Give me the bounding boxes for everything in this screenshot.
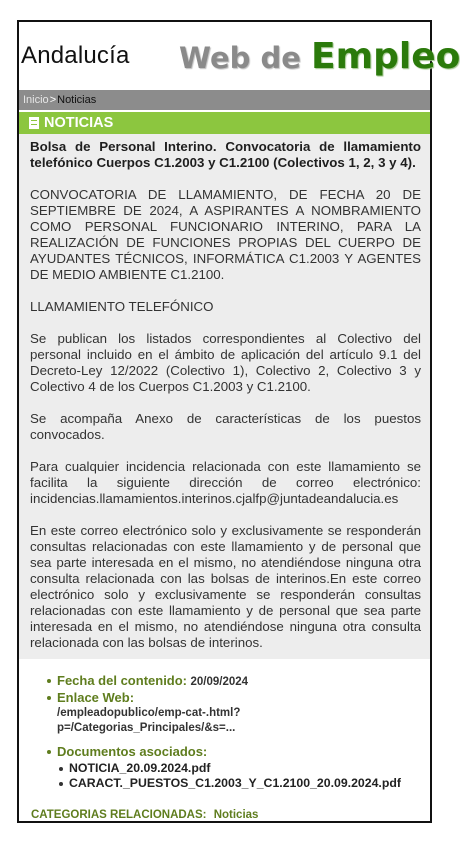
article-paragraph: LLAMAMIENTO TELEFÓNICO [30,299,214,314]
breadcrumb-home-link[interactable]: Inicio [23,94,49,106]
web-link-url-continued[interactable]: p=/Categorias_Principales/&s=... [57,722,236,734]
breadcrumb [19,90,430,110]
document-link[interactable]: NOTICIA_20.09.2024.pdf [69,761,211,775]
article-metadata [19,659,430,791]
date-value: 20/09/2024 [190,676,249,688]
article-paragraph: Para cualquier incidencia relacionada con este llamamiento se facilita la siguiente dirección de correo electrónico: incidencias.llamamientos.interinos.cjalfp@juntadeandalucia.es [30,459,421,506]
news-article [19,134,430,659]
article-paragraph: CONVOCATORIA DE LLAMAMIENTO, DE FECHA 20 DE SEPTIEMBRE DE 2024, A ASPIRANTES A NOMBRAMIENTO COMO PERSONAL FUNCIONARIO INTERINO, PARA LA REALIZACIÓN DE FUNCIONES PROPIAS DEL CUERPO DE AYUDANTES TÉCNICOS, INFORMÁTICA C1.2003 Y AGENTES DE MEDIO AMBIENTE C1.2100. [30,187,421,282]
related-categories [19,791,430,821]
page-frame [17,20,460,823]
category-link[interactable]: Noticias [213,809,259,821]
article-headline: Bolsa de Personal Interino. Convocatoria de llamamiento telefónico Cuerpos C1.2003 y C1.2100 (Colectivos 1, 2, 3 y 4). [30,139,421,170]
document-icon [29,117,39,129]
site-title-accent: Empleo [311,36,460,77]
web-link-url[interactable]: /empleadopublico/emp-cat-.html? [57,707,241,719]
section-title: NOTICIAS [44,115,114,131]
breadcrumb-current: Noticias [57,94,97,106]
date-label: Fecha del contenido: [57,673,188,688]
categories-label: CATEGORIAS RELACIONADAS: [31,809,207,821]
section-header [19,112,430,134]
document-list-item [59,761,420,776]
site-title-prefix: Web de [179,41,301,75]
region-logo[interactable]: Andalucía [21,42,130,69]
documents-label: Documentos asociados: [57,744,208,759]
document-link[interactable]: CARACT._PUESTOS_C1.2003_Y_C1.2100_20.09.2024.pdf [69,776,401,790]
article-paragraph: Se acompaña Anexo de características de los puestos convocados. [30,411,421,442]
article-paragraph: En este correo electrónico solo y exclusivamente se responderán consultas relacionadas con este llamamiento y de personal que sea parte interesada en el mismo, no atendiéndose ninguna otra consulta relacionada con las bolsas de interinos.En este correo electrónico solo y exclusivamente se responderán consultas relacionadas con este llamamiento y de personal que sea parte interesada en el mismo, no atendiéndose ninguna otra consulta relacionada con las bolsas de interinos. [30,523,421,650]
documents-item [47,744,420,791]
article-paragraph: Se publican los listados correspondientes al Colectivo del personal incluido en el ámbito de aplicación del artículo 9.1 del Decreto-Ley 12/2022 (Colectivo 1), Colectivo 2, Colectivo 3 y Colectivo 4 de los Cuerpos C1.2003 y C1.2100. [30,331,421,394]
site-header [19,22,460,90]
breadcrumb-separator: > [49,94,57,106]
date-item [47,673,420,690]
document-list-item [59,776,420,791]
documents-list [57,761,420,791]
site-title[interactable] [179,36,460,77]
web-link-item [47,690,420,736]
web-link-label: Enlace Web: [57,690,135,705]
